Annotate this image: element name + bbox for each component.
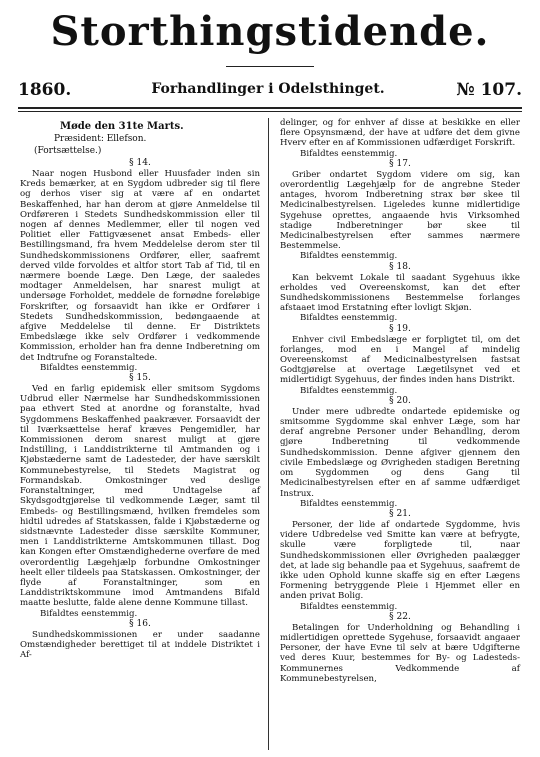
section-20-text: Under mere udbredte ondartede epidemiske og smitsomme Sygdomme skal enhver Læge, som har deraf angrebne Personer under Behandling, derom gjøre Indberetning til vedkommende Sundhedskommission. Denne afgiver gjennem den civile Embedslæge og Øvrigheden stadigen Beretning om Sygdommen og dens Gang til Medicinalbestyrelsen efter en af samme udfærdiget Instrux. xyxy=(280,406,520,499)
left-column xyxy=(20,120,260,660)
president-line: Præsident: Ellefson. xyxy=(54,134,147,144)
right-column xyxy=(280,118,520,684)
section-16-text: Sundhedskommissionen er under saadanne Omstændigheder berettiget til at inddele Distriktet i Af- xyxy=(20,629,260,661)
section-19-resolution: Bifaldtes eenstemmig. xyxy=(300,385,398,396)
section-17-text: Griber ondartet Sygdom videre om sig, kan overordentlig Lægehjælp for de angrebne Steder antages, hvorom Indberetning strax bør skee til Medicinalbestyrelsen. Ligeledes kunne midlertidige Sygehuse oprettes, angaaende hvis Virksomhed stadige Indberetninger bør skee til Medicinalbestyrelsen efter sammes nærmere Bestemmelse. xyxy=(280,169,520,252)
masthead-title: Storthingstidende. xyxy=(50,8,490,55)
meeting-heading: Møde den 31te Marts. xyxy=(60,121,184,132)
section-15-resolution: Bifaldtes eenstemmig. xyxy=(40,608,138,619)
section-19-title: § 19. xyxy=(389,323,411,334)
issue-number: № 107. xyxy=(456,80,522,100)
section-21-title: § 21. xyxy=(389,508,411,519)
section-18-title: § 18. xyxy=(389,261,411,272)
carryover-text: delinger, og for enhver af disse at beskikke en eller flere Opsynsmænd, der have at udføre det dem givne Hverv efter en af Kommissionen udfærdiget Forskrift. xyxy=(280,118,520,149)
section-22-title: § 22. xyxy=(389,611,411,622)
section-21-text: Personer, der lide af ondartede Sygdomme, hvis videre Udbredelse ved Smitte kan være at befrygte, skulle være forpligtede til, naar Sundhedskommissionen eller Øvrigheden paalægger det, at lade sig behandle paa et Sygehuus, saafremt de ikke uden Ophold kunne skaffe sig en efter Lægens Formening betryggende Pleie i Hjemmet eller en anden privat Bolig. xyxy=(280,519,520,602)
section-15-text: Ved en farlig epidemisk eller smitsom Sygdoms Udbrud eller Nærmelse har Sundhedskommissionen paa ethvert Sted at anordne og foranstalte, hvad Sygdommens Beskaffenhed paakræver. Forsaavidt der til Iværksættelse heraf kræves Pengemidler, har Kommissionen derom snarest muligt at gjøre Indstilling, i Landdistrikterne til Amtmanden og i Kjøbstæderne samt de Ladesteder, der have særskilt Kommunebestyrelse, til Stedets Magistrat og Formandskab. Omkostninger ved deslige Foranstaltninger, med Undtagelse af Skydsgodtgjørelse til vedkommende Læger, samt til Embeds- og Bestillingsmænd, hvilken fremdeles som hidtil udredes af Statskassen, falde i Kjøbstæderne og sidstnævnte Ladesteder disse særskilte Kommuner, men i Landdistrikterne Amtskommunen tillast. Dog kan Kongen efter Omstændighederne overføre de med overordentlig Lægehjælp forbundne Omkostninger heelt eller tildeels paa Statskassen. Omkostninger, der flyde af Foranstaltninger, som en Landdistriktskommune imod Amtmandens Bifald maatte beslutte, falde alene denne Kommune tillast. xyxy=(20,384,260,609)
section-22-text: Betalingen for Underholdning og Behandling i midlertidigen oprettede Sygehuse, forsaavidt angaaer Personer, der have Evne til selv at bære Udgifterne ved deres Kuur, bestemmes for By- og Ladesteds-Kommunernes Vedkommende af Kommunebestyrelsen, xyxy=(280,622,520,684)
masthead-rule xyxy=(226,66,314,67)
continued-note: (Fortsættelse.) xyxy=(34,146,102,156)
section-18-text: Kan bekvemt Lokale til saadant Sygehuus ikke erholdes ved Overeenskomst, kan det efter Sundhedskommissionens Bestemmelse forlanges afstaaet imod Erstatning efter lovligt Skjøn. xyxy=(280,272,520,314)
section-20-title: § 20. xyxy=(389,395,411,406)
header-rule xyxy=(18,107,522,109)
section-20-resolution: Bifaldtes eenstemmig. xyxy=(300,498,398,509)
section-14-title: § 14. xyxy=(129,158,151,168)
issue-subtitle: Forhandlinger i Odelsthinget. xyxy=(151,81,385,97)
carryover-resolution: Bifaldtes eenstemmig. xyxy=(300,148,398,159)
section-15-title: § 15. xyxy=(129,373,151,384)
header-rule-thin xyxy=(18,111,522,112)
column-separator xyxy=(268,118,269,750)
section-14-text: Naar nogen Husbond eller Huusfader inden sin Kreds bemærker, at en Sygdom udbreder sig til flere og derhos viser sig at være af en ondartet Beskaffenhed, har han derom at gjøre Anmeldelse til Ordføreren i Stedets Sundhedskommission eller til nogen af dennes Medlemmer, eller til nogen ved Politiet eller Fattigvæsenet ansat Embeds- eller Bestillingsmand, fra hvem Meddelelse derom ster til Sundhedskommissionens Ordfører, eller, saafremt derved vilde forvoldes et altfor stort Tab af Tid, til en nærmere boende Læge. Den Læge, der saaledes modtager Anmeldelsen, har snarest muligt at undersøge Forholdet, meddele de fornødne foreløbige Forskrifter, og forsaavidt han ikke er Ordfører i Stedets Sundhedskommission, bedøngaaende at afgive Meddelelse til denne. Er Distriktets Embedslæge ikke selv Ordfører i vedkommende Kommission, erholder han fra denne Indberetning om det Indtrufne og Foranstaltede. xyxy=(20,169,260,363)
section-16-title: § 16. xyxy=(129,618,151,629)
section-17-title: § 17. xyxy=(389,158,411,169)
section-14-resolution: Bifaldtes eenstemmig. xyxy=(40,362,138,373)
section-17-resolution: Bifaldtes eenstemmig. xyxy=(300,251,398,262)
section-19-text: Enhver civil Embedslæge er forpligtet til, om det forlanges, mod en i Mangel af mindelig Overeenskomst af Medicinalbestyrelsen fastsat Godtgjørelse at overtage Lægetilsynet ved et midlertidigt Sygehuus, der findes inden hans Distrikt. xyxy=(280,334,520,386)
section-21-resolution: Bifaldtes eenstemmig. xyxy=(300,601,398,612)
section-18-resolution: Bifaldtes eenstemmig. xyxy=(300,313,398,324)
issue-year: 1860. xyxy=(18,80,72,100)
issue-line xyxy=(18,80,522,102)
